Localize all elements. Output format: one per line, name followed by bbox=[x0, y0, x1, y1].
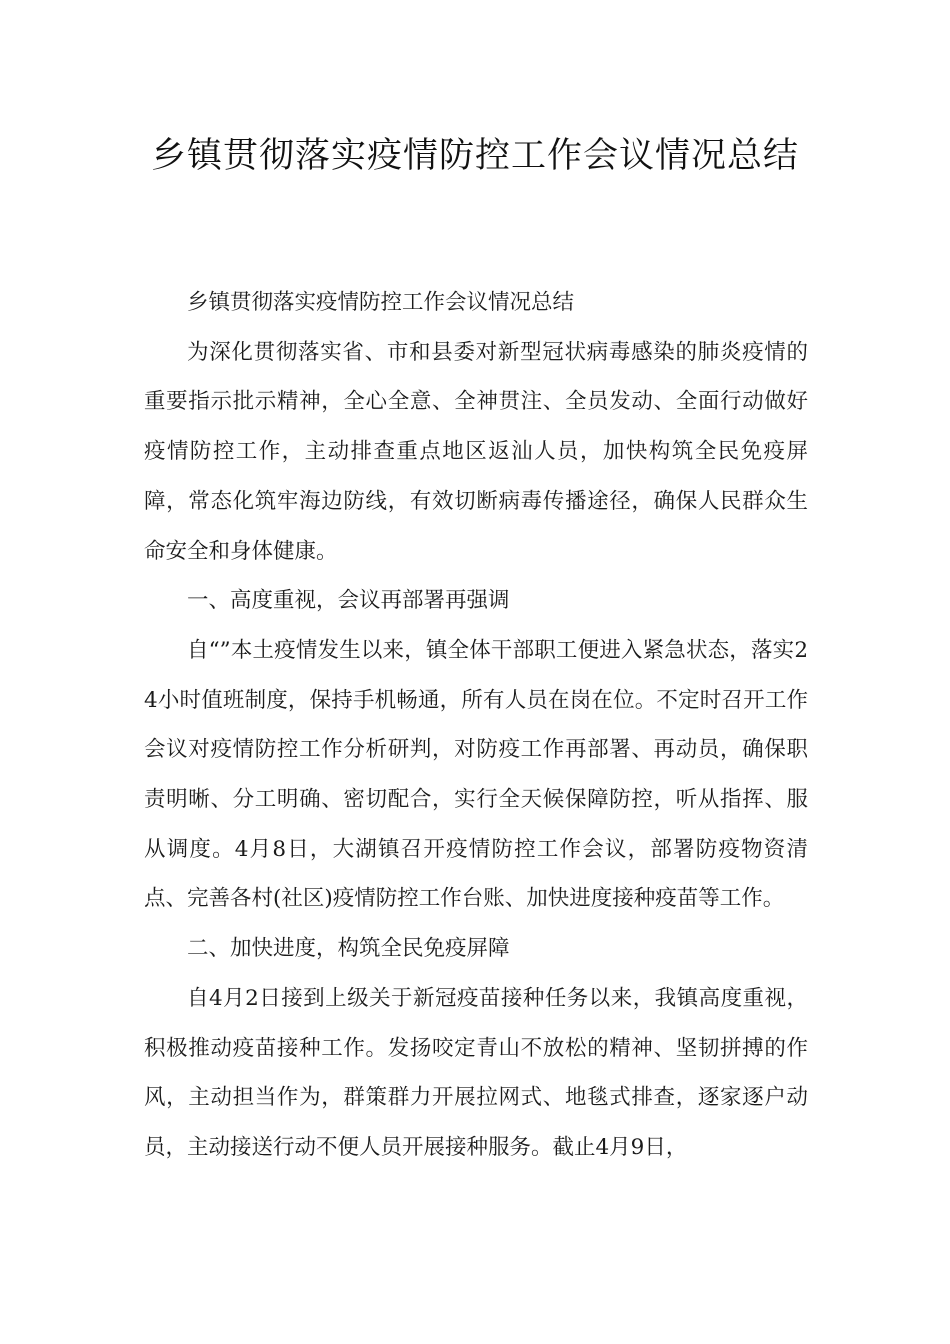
section-1-paragraph: 自“”本土疫情发生以来，镇全体干部职工便进入紧急状态，落实24小时值班制度，保持手机畅通，所有人员在岗在位。不定时召开工作会议对疫情防控工作分析研判，对防疫工作再部署、再动员，确保职责明晰、分工明确、密切配合，实行全天候保障防控，听从指挥、服从调度。4月8日，大湖镇召开疫情防控工作会议，部署防疫物资清点、完善各村(社区)疫情防控工作台账、加快进度接种疫苗等工作。 bbox=[144, 637, 808, 912]
intro-paragraph: 为深化贯彻落实省、市和县委对新型冠状病毒感染的肺炎疫情的重要指示批示精神，全心全意、全神贯注、全员发动、全面行动做好疫情防控工作，主动排查重点地区返汕人员，加快构筑全民免疫屏障，常态化筑牢海边防线，有效切断病毒传播途径，确保人民群众生命安全和身体健康。 bbox=[144, 339, 808, 564]
document-title: 乡镇贯彻落实疫情防控工作会议情况总结 bbox=[150, 136, 799, 176]
section-2-paragraph: 自4月2日接到上级关于新冠疫苗接种任务以来，我镇高度重视，积极推动疫苗接种工作。发扬咬定青山不放松的精神、坚韧拼搏的作风，主动担当作为，群策群力开展拉网式、地毯式排查，逐家逐户动员，主动接送行动不便人员开展接种服务。截止4月9日， bbox=[144, 985, 808, 1160]
document-body bbox=[144, 278, 808, 1173]
subtitle-paragraph: 乡镇贯彻落实疫情防控工作会议情况总结 bbox=[187, 290, 575, 315]
section-heading-1: 一、高度重视，会议再部署再强调 bbox=[187, 588, 510, 614]
section-heading-2: 二、加快进度，构筑全民免疫屏障 bbox=[187, 936, 510, 962]
